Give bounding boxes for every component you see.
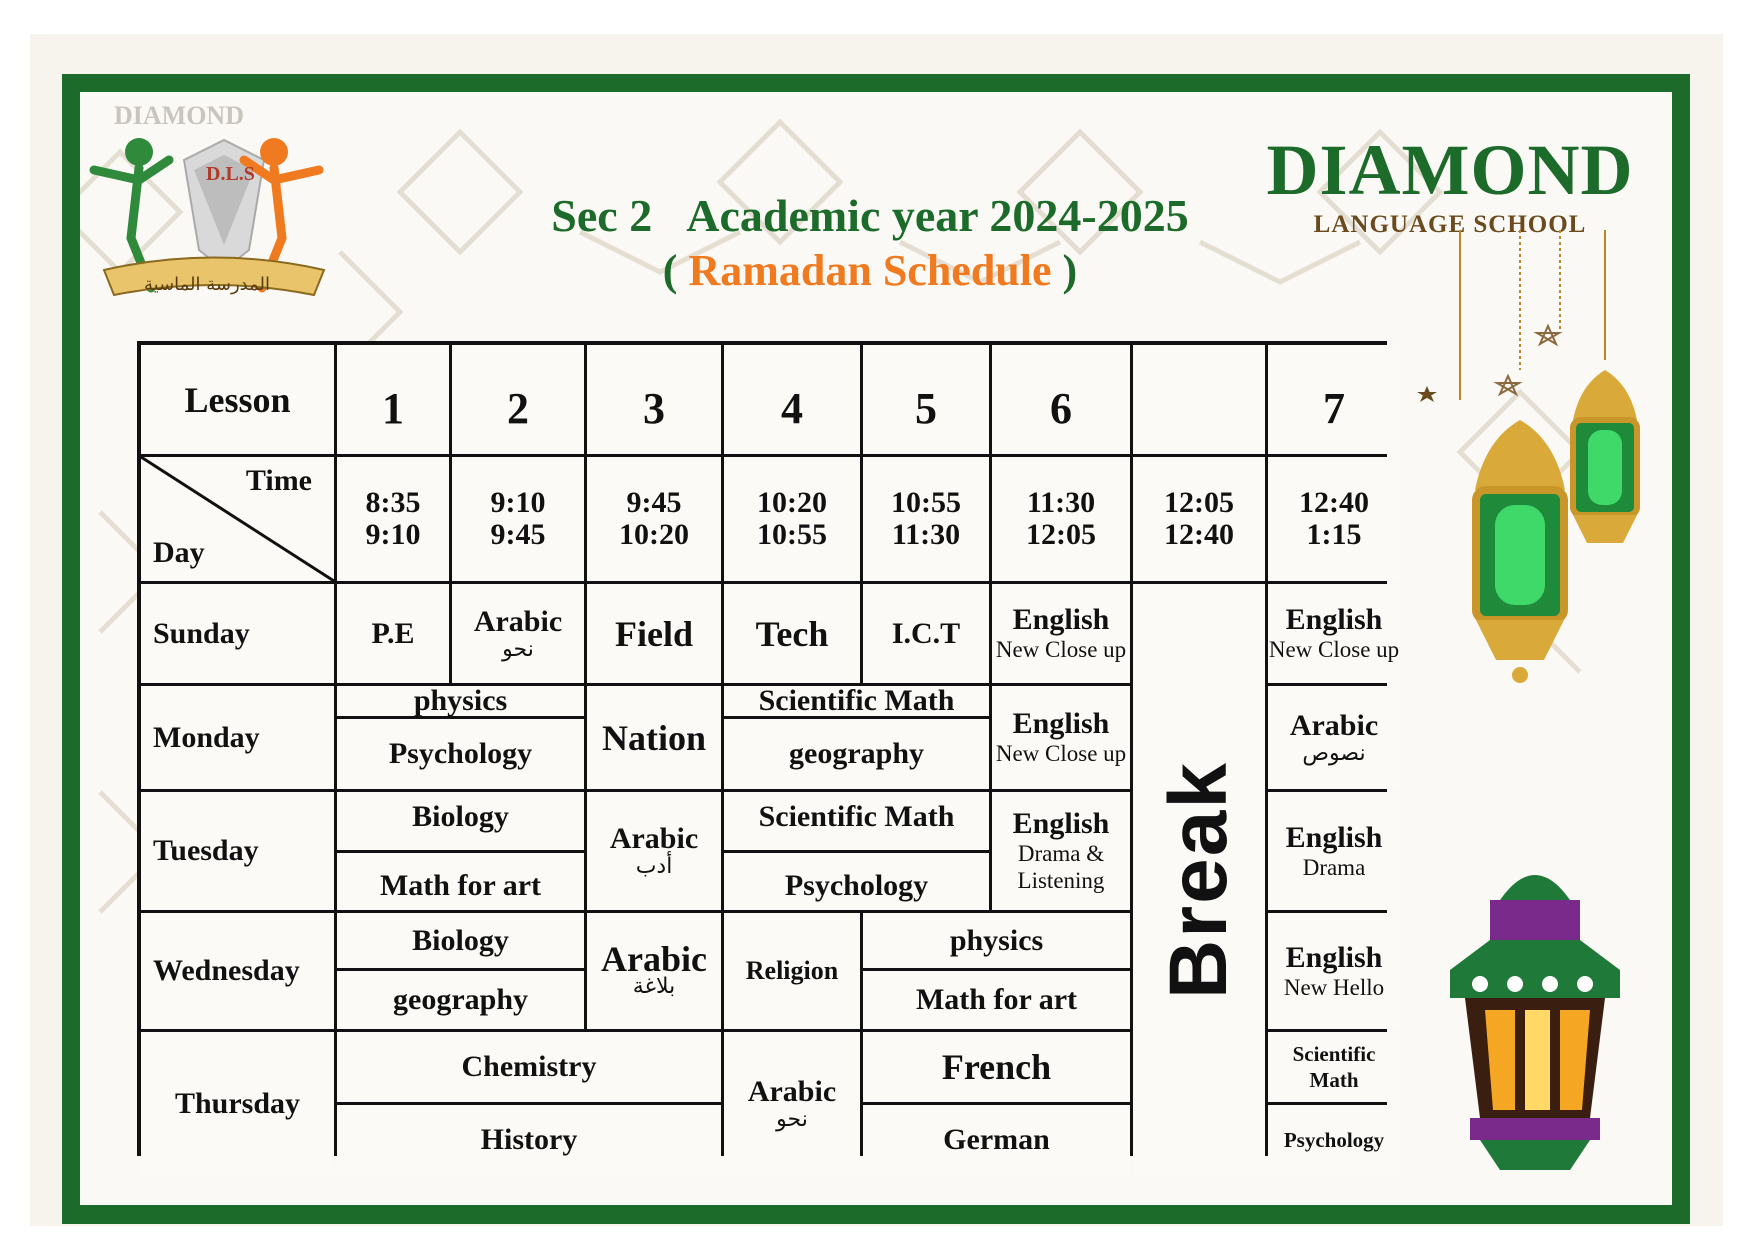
- subject-detail-arabic: نحو: [776, 1106, 808, 1132]
- class-cell: [992, 686, 1130, 789]
- subject-name: P.E: [371, 616, 415, 650]
- lesson-number-empty: [1133, 345, 1265, 454]
- day-tuesday: Tuesday: [141, 792, 334, 910]
- subject-name: History: [480, 1123, 578, 1156]
- day-sunday: Sunday: [141, 584, 334, 683]
- time-day-header: [141, 457, 334, 581]
- break-column: [1133, 584, 1265, 1175]
- day-monday: Monday: [141, 686, 334, 789]
- time-end: 9:10: [365, 518, 421, 551]
- subject-detail: New Close up: [1268, 637, 1400, 662]
- class-cell: [992, 584, 1130, 683]
- subject-name: German: [943, 1123, 1050, 1156]
- logo-initials: D.L.S: [206, 163, 255, 185]
- lesson-number: [863, 345, 989, 454]
- brand-block: [1240, 130, 1660, 240]
- subject-detail: Drama: [1302, 854, 1366, 880]
- subject-name: English: [1285, 603, 1383, 636]
- subject-name: geography: [393, 983, 528, 1016]
- schedule-table: [137, 341, 1400, 1156]
- time-end: 12:05: [1026, 518, 1096, 551]
- class-cell: [337, 719, 584, 789]
- class-cell: [1268, 792, 1400, 910]
- subject-name: Psychology: [388, 737, 533, 770]
- class-cell: [724, 686, 989, 716]
- hanging-lanterns-icon: [1400, 230, 1700, 710]
- subject-detail: New Close up: [995, 637, 1127, 662]
- time-start: 8:35: [365, 486, 421, 519]
- time-slot: [587, 457, 721, 581]
- time-start: 10:20: [757, 486, 827, 519]
- subject-name: Field: [615, 613, 693, 654]
- title-year: Academic year 2024-2025: [686, 190, 1189, 241]
- lesson-number-text: 4: [781, 383, 803, 433]
- cell-divider: [724, 850, 989, 853]
- logo-banner-text: المدرسة الماسية: [144, 274, 271, 295]
- class-cell: [587, 584, 721, 683]
- ramadan-lantern-icon: [1430, 850, 1640, 1190]
- break-label: Break: [1153, 760, 1244, 999]
- subtitle-close-paren: ): [1062, 246, 1078, 295]
- lesson-number: [587, 345, 721, 454]
- time-slot: [992, 457, 1130, 581]
- subject-name: I.C.T: [891, 616, 961, 650]
- class-cell: [337, 1105, 721, 1175]
- subject-name: Tech: [755, 613, 829, 654]
- class-cell: [1268, 1105, 1400, 1175]
- class-cell: [863, 1032, 1130, 1102]
- subject-name: Arabic: [601, 939, 707, 979]
- lesson-label: Lesson: [184, 379, 291, 420]
- class-cell: [337, 686, 584, 716]
- subtitle-open-paren: (: [662, 246, 678, 295]
- class-cell: [587, 913, 721, 1029]
- subject-name: Religion: [745, 956, 839, 985]
- class-cell: [724, 913, 860, 1029]
- subject-detail: New Close up: [995, 741, 1127, 766]
- class-cell: [1268, 913, 1400, 1029]
- time-end: 10:55: [757, 518, 827, 551]
- class-cell-split: [724, 792, 989, 910]
- subject-name: Nation: [601, 717, 706, 758]
- logo-top-text: DIAMOND: [114, 101, 244, 130]
- time-start: 10:55: [891, 486, 961, 519]
- lesson-number-text: 2: [507, 383, 529, 433]
- subject-name: Arabic: [609, 822, 699, 855]
- lesson-number-text: 3: [643, 383, 665, 433]
- lesson-number-text: 6: [1050, 383, 1072, 433]
- subject-detail-arabic: نحو: [502, 636, 534, 662]
- day-label: Day: [153, 536, 205, 569]
- time-end: 10:20: [619, 518, 689, 551]
- class-cell: [587, 792, 721, 910]
- page-subtitle: [520, 244, 1220, 298]
- brand-name: DIAMOND: [1266, 130, 1634, 210]
- time-end: 1:15: [1306, 518, 1362, 551]
- subject-detail-arabic: نصوص: [1302, 740, 1366, 766]
- class-cell: [337, 584, 449, 683]
- subject-name: physics: [949, 923, 1044, 957]
- subject-name: physics: [413, 686, 508, 716]
- subject-name: Arabic: [1289, 708, 1379, 742]
- cell-divider: [337, 850, 584, 853]
- subject-detail-arabic: بلاغة: [632, 974, 676, 999]
- subject-name: Biology: [412, 799, 509, 833]
- class-cell: [337, 971, 584, 1029]
- class-cell: [1268, 584, 1400, 683]
- subject-name: Arabic: [473, 604, 563, 638]
- class-cell: [337, 1032, 721, 1102]
- subject-name: Math for art: [379, 868, 542, 902]
- class-cell: [587, 686, 721, 789]
- lesson-number: [992, 345, 1130, 454]
- time-slot: [1268, 457, 1400, 581]
- time-slot: [724, 457, 860, 581]
- time-start: 9:10: [490, 486, 546, 519]
- lesson-number: [337, 345, 449, 454]
- lesson-number-text: 1: [382, 383, 404, 433]
- time-start: 11:30: [1026, 486, 1096, 519]
- subject-name: English: [1285, 820, 1383, 854]
- lesson-number-text: 7: [1323, 383, 1345, 433]
- school-logo: [84, 100, 354, 330]
- lesson-number: [1268, 345, 1400, 454]
- subject-name: Scientific Math: [1292, 1042, 1376, 1092]
- time-slot: [337, 457, 449, 581]
- subject-name: Psychology: [1283, 1128, 1385, 1152]
- subject-name: English: [1285, 940, 1383, 974]
- time-slot: [1133, 457, 1265, 581]
- title-section: Sec 2: [551, 190, 653, 241]
- time-end: 12:40: [1164, 518, 1234, 551]
- subject-name: Math for art: [915, 983, 1078, 1016]
- subtitle-text: Ramadan Schedule: [688, 246, 1052, 295]
- lesson-header: [141, 345, 334, 454]
- lesson-number: [452, 345, 584, 454]
- subject-name: Scientific Math: [758, 686, 955, 716]
- class-cell: [863, 1105, 1130, 1175]
- subject-name: English: [1012, 707, 1110, 740]
- class-cell: [863, 971, 1130, 1029]
- class-cell: [863, 584, 989, 683]
- class-cell: [863, 913, 1130, 968]
- time-start: 9:45: [626, 486, 682, 519]
- day-thursday: Thursday: [141, 1032, 334, 1175]
- time-start: 12:05: [1164, 486, 1234, 519]
- time-slot: [863, 457, 989, 581]
- subject-name: French: [941, 1047, 1052, 1087]
- class-cell: [992, 792, 1130, 910]
- brand-subtitle: LANGUAGE SCHOOL: [1313, 211, 1587, 238]
- subject-name: English: [1012, 603, 1110, 636]
- subject-detail: Drama & Listening: [1017, 841, 1105, 893]
- time-slot: [452, 457, 584, 581]
- class-cell: [724, 1032, 860, 1175]
- subject-name: Psychology: [784, 868, 929, 902]
- class-cell: [337, 913, 584, 968]
- time-end: 9:45: [490, 518, 546, 551]
- subject-name: Scientific Math: [758, 799, 955, 833]
- subject-name: Arabic: [747, 1074, 837, 1108]
- page-title: [520, 188, 1220, 244]
- subject-name: Chemistry: [461, 1050, 597, 1083]
- subject-detail-arabic: أدب: [635, 854, 673, 879]
- class-cell: [724, 584, 860, 683]
- subject-detail: New Hello: [1283, 974, 1385, 1000]
- class-cell: [1268, 1032, 1400, 1102]
- time-label: Time: [245, 464, 312, 497]
- lesson-number: [724, 345, 860, 454]
- day-wednesday: Wednesday: [141, 913, 334, 1029]
- subject-name: Biology: [412, 923, 509, 957]
- class-cell: [1268, 686, 1400, 789]
- time-start: 12:40: [1299, 486, 1369, 519]
- lesson-number-text: 5: [915, 383, 937, 433]
- class-cell: [452, 584, 584, 683]
- subject-name: geography: [789, 737, 924, 770]
- subject-name: English: [1012, 807, 1110, 840]
- class-cell: [724, 719, 989, 789]
- class-cell-split: [337, 792, 584, 910]
- time-end: 11:30: [891, 518, 961, 551]
